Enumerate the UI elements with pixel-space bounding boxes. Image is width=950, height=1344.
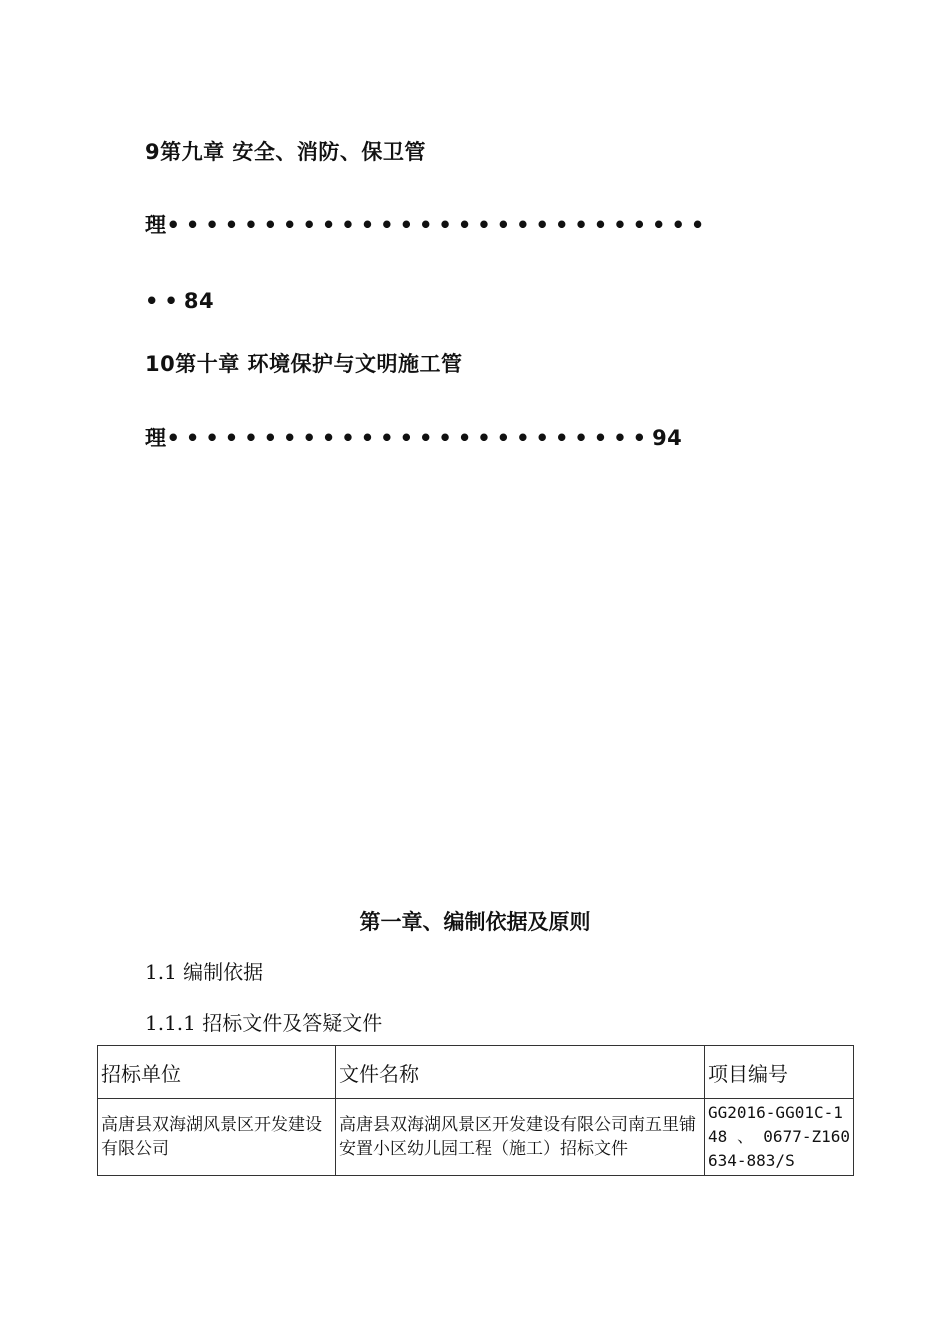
header-document-name: 文件名称 [336, 1046, 705, 1099]
toc-leader-dots: •••••••••••••••••••••••••••• [166, 213, 711, 237]
toc-entry-ch9-title [145, 138, 426, 166]
toc-entry-ch9-page [145, 287, 214, 315]
cell-bidder: 高唐县双海湖风景区开发建设有限公司 [98, 1099, 336, 1176]
toc-leader-dots: ••••••••••••••••••••••••• [166, 426, 653, 450]
table-row [98, 1099, 854, 1176]
cell-project-number: GG2016-GG01C-148 、 0677-Z160634-883/S [705, 1099, 854, 1176]
toc-ch10-cont-text: 理 [145, 426, 167, 450]
toc-entry-ch10-continuation [145, 424, 682, 452]
toc-ch10-title-text: 10第十章 环境保护与文明施工管 [145, 352, 463, 376]
toc-entry-ch10-title [145, 350, 463, 378]
toc-ch9-cont-text: 理 [145, 213, 167, 237]
toc-leader-dots: •• [145, 289, 184, 313]
bid-documents-table [97, 1045, 854, 1176]
toc-page-number: 84 [183, 289, 215, 313]
section-heading-1-1-1: 1.1.1 招标文件及答疑文件 [145, 1011, 383, 1035]
header-bidder: 招标单位 [98, 1046, 336, 1099]
toc-entry-ch9-continuation [145, 211, 710, 239]
toc-page-number: 94 [652, 426, 683, 450]
cell-document-name: 高唐县双海湖风景区开发建设有限公司南五里铺安置小区幼儿园工程（施工）招标文件 [336, 1099, 705, 1176]
toc-ch9-title-text: 9第九章 安全、消防、保卫管 [145, 140, 426, 164]
header-project-number: 项目编号 [705, 1046, 854, 1099]
chapter-title: 第一章、编制依据及原则 [359, 910, 591, 934]
section-heading-1-1: 1.1 编制依据 [145, 960, 264, 984]
table-header-row [98, 1046, 854, 1099]
